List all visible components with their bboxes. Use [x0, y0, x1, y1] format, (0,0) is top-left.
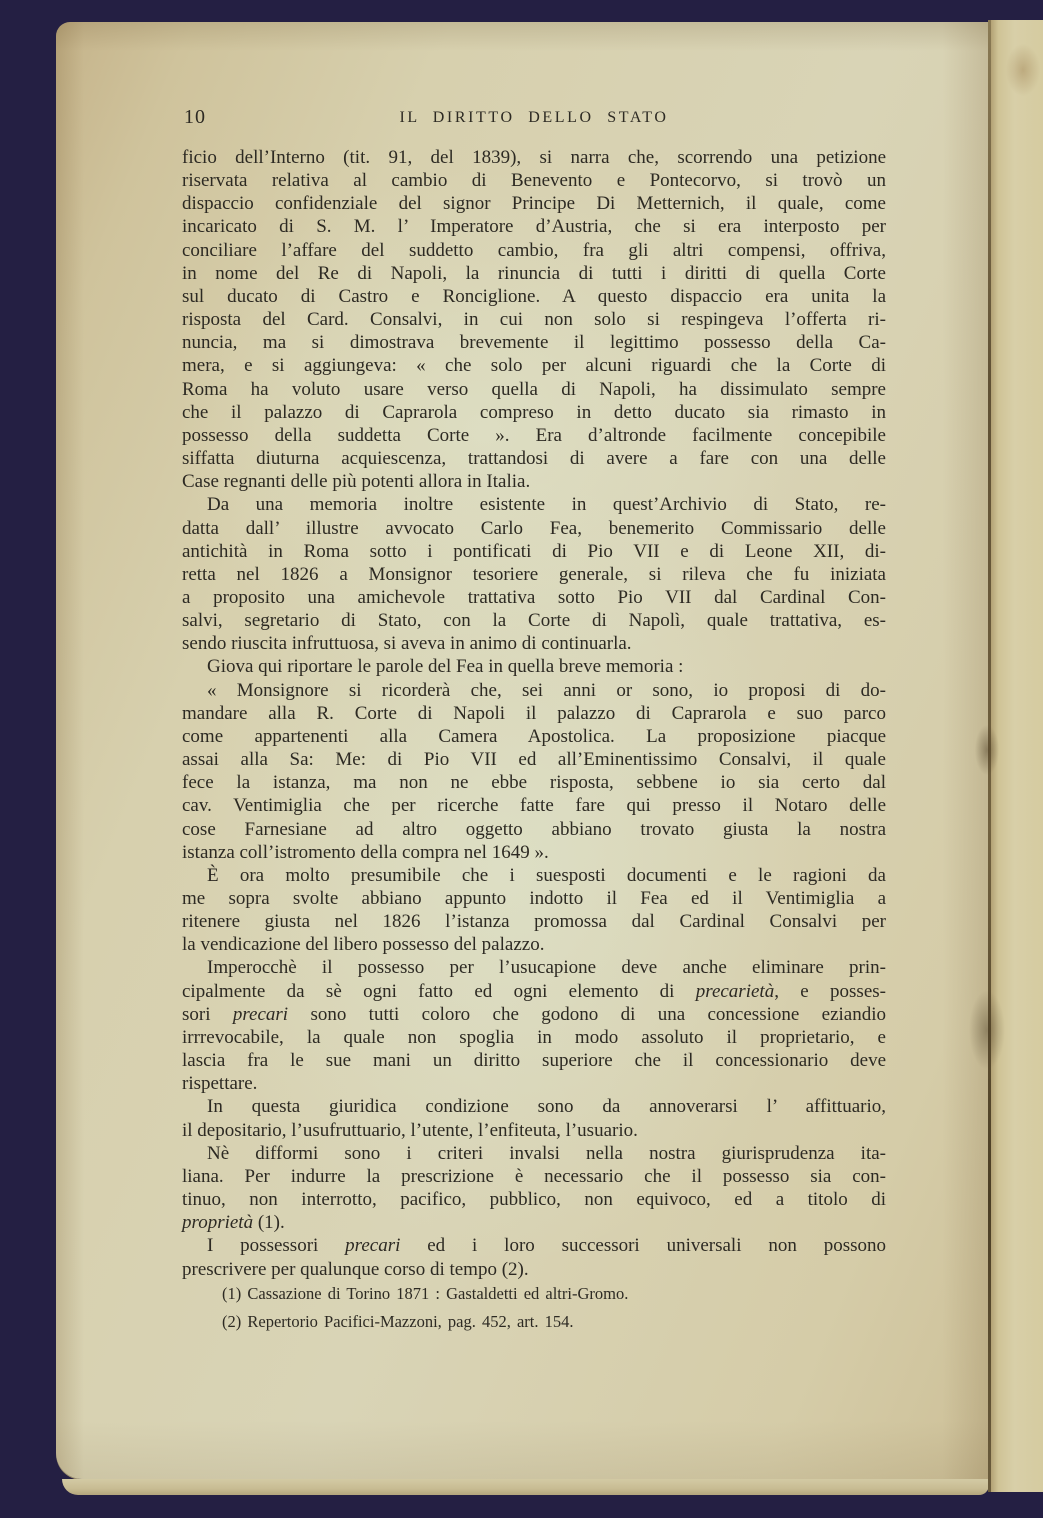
text-line: I possessori precari ed i loro successori universali non possono — [207, 1235, 886, 1257]
text-line: ficio dell’Interno (tit. 91, del 1839), si narra che, scorrendo una petizione — [182, 147, 886, 168]
text-line: Roma ha voluto usare verso quella di Napoli, ha dissimulato sempre — [182, 378, 886, 400]
text-line: retta nel 1826 a Monsignor tesoriere generale, si rileva che fu iniziata — [182, 563, 886, 585]
text-line: mandare alla R. Corte di Napoli il palazzo di Caprarola e suo parco — [182, 702, 886, 724]
text-line: a proposito una amichevole trattativa sotto Pio VII dal Cardinal Con- — [182, 586, 886, 608]
text-line: irrrevocabile, la quale non spoglia in modo assoluto il proprietario, e — [182, 1026, 886, 1048]
footnotes — [222, 1280, 862, 1335]
footnote: (1) Cassazione di Torino 1871 : Gastaldetti ed altri-Gromo. — [222, 1284, 629, 1303]
text-line: Giova qui riportare le parole del Fea in quella breve memoria : — [207, 656, 684, 678]
text-line: « Monsignore si ricorderà che, sei anni or sono, io proposi di do- — [207, 679, 886, 701]
text-line: sul ducato di Castro e Ronciglione. A questo dispaccio era unita la — [182, 285, 886, 307]
text-line: assai alla Sa: Me: di Pio VII ed all’Eminentissimo Consalvi, il quale — [182, 749, 886, 771]
text-line: sendo riuscita infruttuosa, si aveva in animo di continuarla. — [182, 633, 632, 655]
book-page — [56, 22, 989, 1479]
page-header — [182, 106, 886, 134]
page-stack-edge — [62, 1479, 989, 1495]
text-line: conciliare l’affare del suddetto cambio, fra gli altri compensi, offriva, — [182, 239, 886, 261]
text-line: prescrivere per qualunque corso di tempo (2). — [182, 1258, 529, 1280]
text-line: liana. Per indurre la prescrizione è necessario che il possesso sia con- — [182, 1165, 886, 1187]
text-line: la vendicazione del libero possesso del palazzo. — [182, 934, 545, 956]
text-line: datta dall’ illustre avvocato Carlo Fea, benemerito Commissario delle — [182, 517, 886, 539]
text-line: me sopra svolte abbiano appunto indotto il Fea ed il Ventimiglia a — [182, 888, 886, 909]
text-line: tinuo, non interrotto, pacifico, pubblico, non equivoco, ed a titolo di — [182, 1189, 886, 1211]
body-text — [182, 146, 886, 1281]
text-line: dispaccio confidenziale del signor Principe Di Metternich, il quale, come — [182, 193, 886, 215]
text-line: sori precari sono tutti coloro che godono di una concessione eziandio — [182, 1003, 886, 1025]
text-line: fece la istanza, ma non ne ebbe risposta, sebbene io sia certo dal — [182, 772, 886, 794]
text-line: cav. Ventimiglia che per ricerche fatte fare qui presso il Notaro delle — [182, 795, 886, 817]
page-number: 10 — [184, 106, 206, 128]
text-line: siffatta diuturna acquiescenza, trattandosi di avere a fare con una delle — [182, 448, 886, 470]
text-line: nuncia, ma si dimostrava brevemente il legittimo possesso della Ca- — [182, 332, 886, 354]
text-line: che il palazzo di Caprarola compreso in detto ducato sia rimasto in — [182, 401, 886, 423]
text-line: antichità in Roma sotto i pontificati di Pio VII e di Leone XII, di- — [182, 540, 886, 562]
text-line: il depositario, l’usufruttuario, l’utente, l’enfiteuta, l’usuario. — [182, 1119, 638, 1141]
text-line: come appartenenti alla Camera Apostolica. La proposizione piacque — [182, 725, 886, 747]
text-line: Da una memoria inoltre esistente in quest’Archivio di Stato, re- — [207, 494, 886, 516]
text-line: È ora molto presumibile che i suesposti documenti e le ragioni da — [207, 864, 886, 886]
text-line: risposta del Card. Consalvi, in cui non solo si respingeva l’offerta ri- — [182, 309, 886, 331]
text-line: lascia fra le sue mani un diritto superiore che il concessionario deve — [182, 1050, 886, 1072]
text-line: salvi, segretario di Stato, con la Corte di Napolì, quale trattativa, es- — [182, 610, 886, 632]
footnote: (2) Repertorio Pacifici-Mazzoni, pag. 452, art. 154. — [222, 1311, 574, 1331]
text-line: incaricato di S. M. l’ Imperatore d’Austria, che si era interposto per — [182, 216, 886, 238]
text-line: cipalmente da sè ogni fatto ed ogni elemento di precarietà, e posses- — [182, 980, 886, 1002]
text-line: proprietà (1). — [182, 1212, 285, 1234]
text-line: possesso della suddetta Corte ». Era d’altronde facilmente concepibile — [182, 424, 886, 446]
text-line: Case regnanti delle più potenti allora in Italia. — [182, 471, 531, 493]
text-line: mera, e si aggiungeva: « che solo per alcuni riguardi che la Corte di — [182, 355, 886, 377]
text-line: In questa giuridica condizione sono da annoverarsi l’ affittuario, — [207, 1096, 886, 1118]
running-title: IL DIRITTO DELLO STATO — [399, 109, 669, 126]
text-line: cose Farnesiane ad altro oggetto abbiano trovato giusta la nostra — [182, 818, 886, 840]
text-line: rispettare. — [182, 1073, 258, 1095]
text-line: riservata relativa al cambio di Benevento e Pontecorvo, si trovò un — [182, 170, 886, 192]
text-line: Nè difformi sono i criteri invalsi nella nostra giurisprudenza ita- — [207, 1142, 886, 1164]
text-line: Imperocchè il possesso per l’usucapione deve anche eliminare prin- — [207, 957, 886, 979]
text-line: ritenere giusta nel 1826 l’istanza promossa dal Cardinal Consalvi per — [182, 911, 886, 933]
text-line: in nome del Re di Napoli, la rinuncia di tutti i diritti di quella Corte — [182, 262, 886, 284]
next-page-edge — [991, 20, 1043, 1492]
text-line: istanza coll’istromento della compra nel 1649 ». — [182, 841, 549, 863]
